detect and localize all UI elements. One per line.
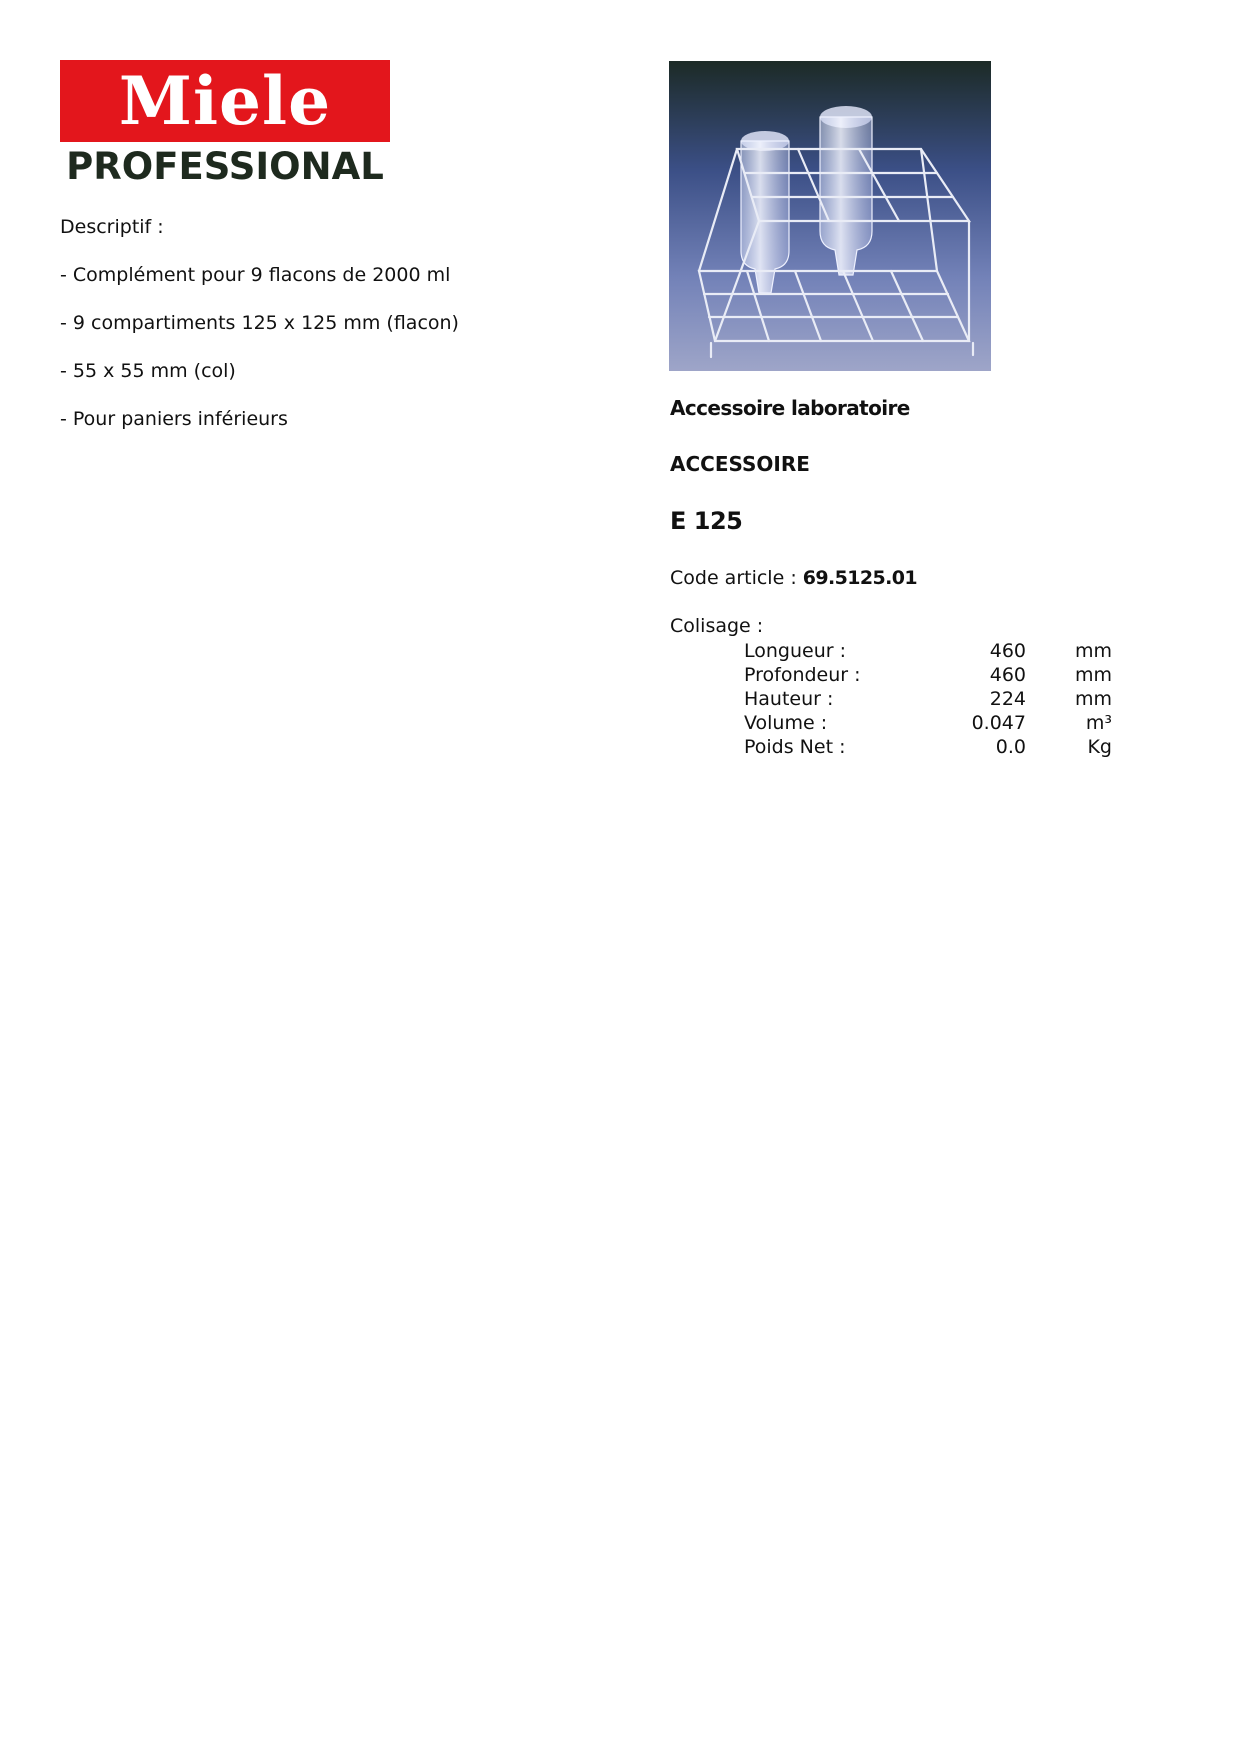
logo-brand-text: Miele: [118, 62, 332, 140]
dim-label: Hauteur :: [744, 688, 834, 710]
description-item: - Complément pour 9 flacons de 2000 ml: [60, 264, 451, 286]
colisage-row: [744, 712, 1119, 736]
logo-red-band: [60, 60, 390, 142]
dim-unit: Kg: [1087, 736, 1112, 758]
product-photo: [669, 61, 991, 371]
description-section: [60, 218, 459, 458]
article-code-label: Code article :: [670, 567, 803, 589]
dim-value: 224: [989, 688, 1026, 710]
product-type: ACCESSOIRE: [670, 452, 810, 476]
product-model: E 125: [670, 507, 743, 535]
dim-label: Profondeur :: [744, 664, 861, 686]
colisage-title: Colisage :: [670, 615, 764, 637]
dim-unit: mm: [1074, 640, 1112, 662]
dim-unit: mm: [1074, 688, 1112, 710]
logo-sub-text: PROFESSIONAL: [66, 145, 384, 188]
dim-label: Poids Net :: [744, 736, 846, 758]
colisage-row: [744, 664, 1119, 688]
colisage-table: [744, 640, 1119, 760]
dim-label: Longueur :: [744, 640, 847, 662]
description-item: - 55 x 55 mm (col): [60, 360, 236, 382]
product-category: Accessoire laboratoire: [670, 396, 910, 420]
description-item: - Pour paniers inférieurs: [60, 408, 288, 430]
article-code: [670, 567, 917, 589]
dim-unit: mm: [1074, 664, 1112, 686]
colisage-row: [744, 640, 1119, 664]
dim-unit: m³: [1085, 712, 1112, 734]
colisage-row: [744, 688, 1119, 712]
article-code-value: 69.5125.01: [802, 567, 917, 589]
description-item: - 9 compartiments 125 x 125 mm (flacon): [60, 312, 459, 334]
dim-value: 0.047: [971, 712, 1026, 734]
dim-value: 460: [989, 664, 1026, 686]
colisage-row: [744, 736, 1119, 760]
miele-professional-logo: [60, 60, 390, 192]
dim-value: 460: [989, 640, 1026, 662]
dim-label: Volume :: [744, 712, 828, 734]
dim-value: 0.0: [995, 736, 1026, 758]
description-title: Descriptif :: [60, 216, 164, 238]
